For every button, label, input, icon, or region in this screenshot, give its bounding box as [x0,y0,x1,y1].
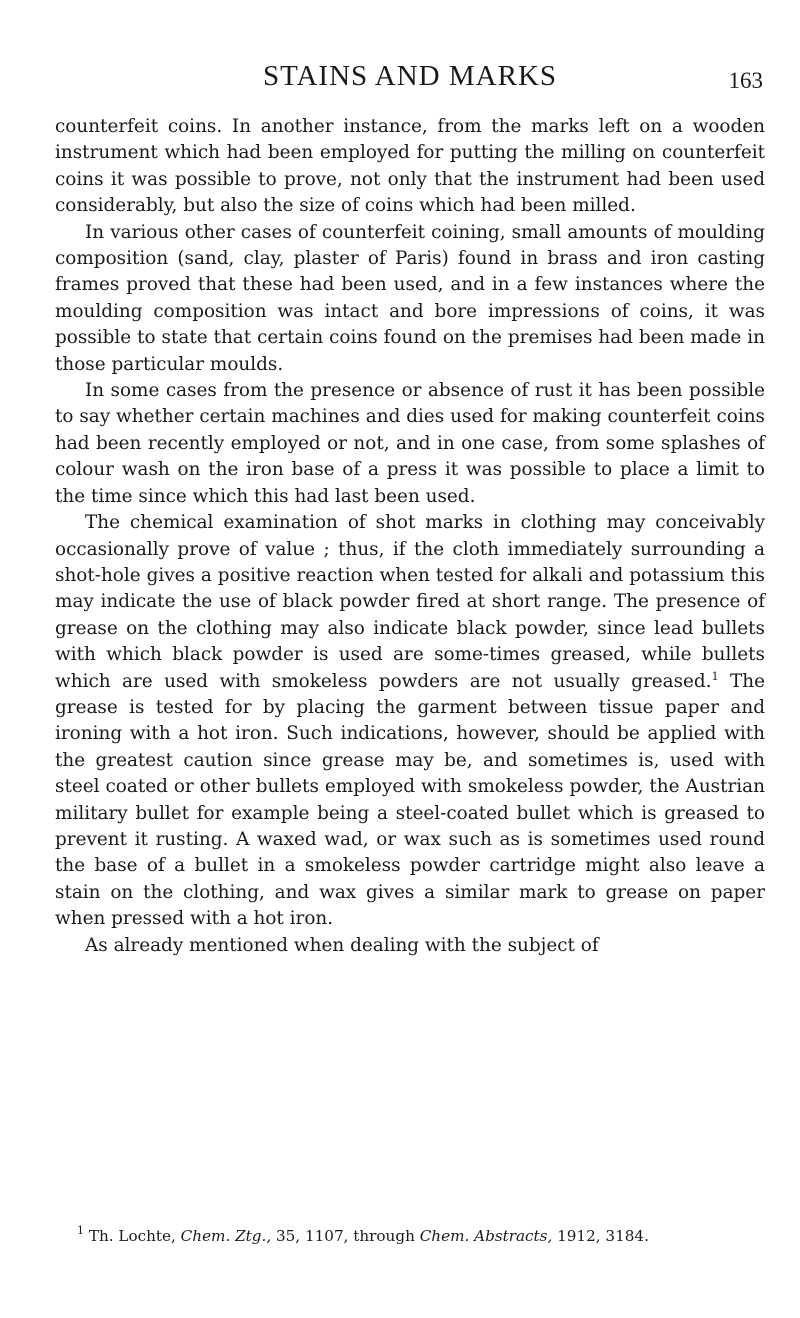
footnote-author: Th. Lochte, [88,1227,176,1245]
page-number: 163 [728,68,763,93]
paragraph-3: In some cases from the presence or absence of rust it has been possible to say whether certain machines and dies used for making counterfeit coins had been recently employed or not, and in one case, from some splashes of colour wash on the iron base of a press it was possible to place a limit to the time since which this had last been used. [55,380,765,507]
paragraph-2: In various other cases of counterfeit coining, small amounts of moulding composition (sand, clay, plaster of Paris) found in brass and iron casting frames proved that these had been used, and in a few instances where the moulding composition was intact and bore impressions of coins, it was possible to state that certain coins found on the premises had been made in those particular moulds. [55,221,765,375]
footnote-year-page: 1912, 3184. [557,1227,649,1245]
running-head [55,60,765,100]
footnote-reference: 1 [711,669,719,683]
footnote-abstracts: Chem. Abstracts, [419,1227,553,1245]
footnote-marker: 1 [77,1224,84,1237]
paragraph-4 [55,510,765,933]
footnote-line [55,1226,765,1246]
paragraph-4-continued: The grease is tested for by placing the garment between tissue paper and ironing with a hot iron. Such indications, however, should be applied with the greatest caution since grease may be, and sometimes is, used with steel coated or other bullets employed with smokeless powder, the Austrian military bullet for example being a steel-coated bullet which is greased to prevent it rusting. A waxed wad, or wax such as is sometimes used round the base of a bullet in a smokeless powder cartridge might also leave a stain on the clothing, and wax gives a similar mark to grease on paper when pressed with a hot iron. [55,670,765,930]
footnote-journal: Chem. Ztg., [180,1227,272,1245]
body-text [55,114,765,959]
paragraph-5: As already mentioned when dealing with the subject of [85,934,599,956]
paragraph-4-text: The chemical examination of shot marks in clothing may conceivably occasionally prove of value ; thus, if the cloth immediately surrounding a shot-hole gives a positive reaction when tested for alkali and potassium this may indicate the use of black powder fired at short range. The presence of grease on the clothing may also indicate black powder, since lead bullets with which black powder is used are some-times greased, while bullets which are used with smokeless powders are not usually greased. [55,512,765,692]
running-title: STAINS AND MARKS [262,60,558,92]
footnote-citation: 35, 1107, through [275,1227,415,1245]
paragraph-1: counterfeit coins. In another instance, from the marks left on a wooden instrument which had been employed for putting the milling on counterfeit coins it was possible to prove, not only that the instrument had been used considerably, but also the size of coins which had been milled. [55,116,765,217]
footnote [55,1226,765,1246]
